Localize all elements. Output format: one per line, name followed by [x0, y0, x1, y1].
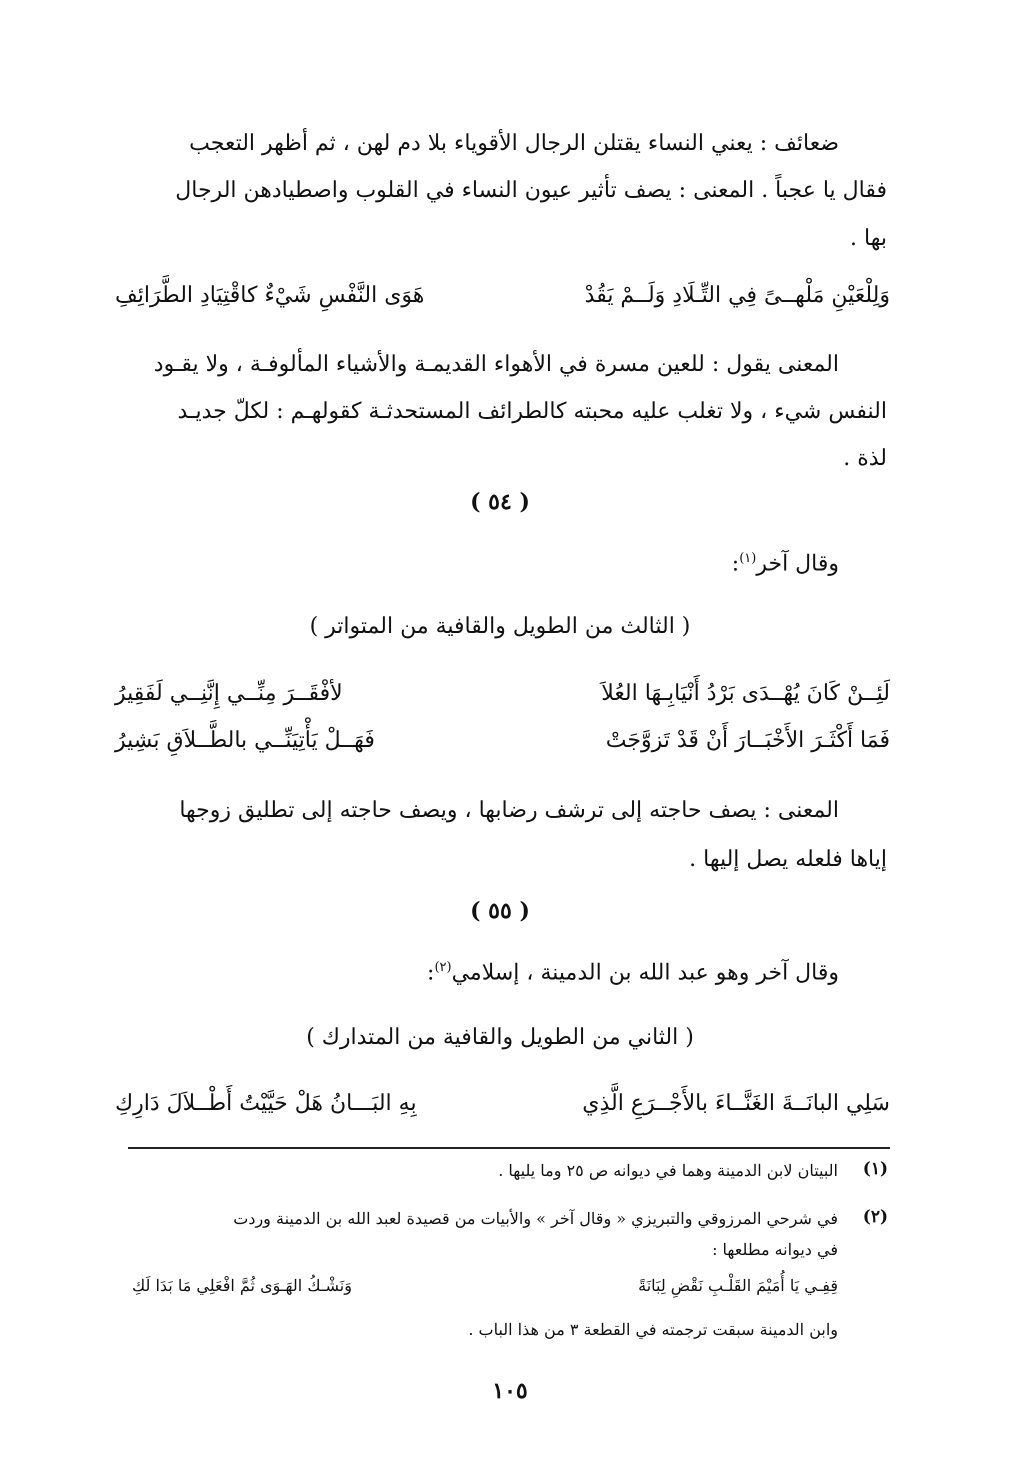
verse-second-hemistich: وَنَشْـكُ الهَـوَى ثُمَّ افْعَلِي مَا بَدَا لَكِ: [132, 1276, 352, 1295]
poem-verse: [115, 283, 890, 323]
intro-colon: :: [427, 960, 435, 986]
verse-second-hemistich: فَهَــلْ يَأْتِيَنِّــي بالطَّــلاَقِ بَشِيرُ: [115, 728, 375, 753]
meter-heading: ( الثالث من الطويل والقافية من المتواتر ): [309, 614, 691, 639]
verse-first-hemistich: لَئِــنْ كَانَ يُهْــدَى بَرْدُ أَنْيَابِـهَا العُلاَ: [601, 681, 890, 706]
intro-text: وقال آخر وهو عبد الله بن الدمينة ، إسلامي: [451, 960, 839, 986]
meaning-line: المعنى يقول : للعين مسرة في الأهواء القديمـة والأشياء المألوفـة ، ولا يقـود: [153, 352, 839, 377]
verse-first-hemistich: سَلِي البانَــةَ الغَنَّــاءَ بالأَجْــرَعِ الَّذِي: [582, 1091, 890, 1116]
footnote-text: وابن الدمينة سبقت ترجمته في القطعة ٣ من هذا الباب .: [468, 1320, 838, 1339]
verse-second-hemistich: هَوَى النَّفْسِ شَيْءٌ كاقْتِيَادِ الطَّرَائِفِ: [115, 283, 425, 308]
footnote-text: في ديوانه مطلعها :: [712, 1240, 838, 1259]
meaning-line: النفس شيء ، ولا تغلب عليه محبته كالطرائف المستحدثـة كقولهـم : لكلّ جديـد: [177, 399, 887, 424]
verse-second-hemistich: لأفْقَــرَ مِنِّــي إِنَّنِــي لَفَقِيرُ: [115, 681, 343, 706]
poem-verse: [115, 728, 890, 768]
entry-number: ( ٥٤ ): [470, 489, 530, 515]
footnote-text: في شرحي المرزوقي والتبريزي « وقال آخر » والأبيات من قصيدة لعبد الله بن الدمينة وردت: [233, 1209, 838, 1228]
poem-verse: [115, 1091, 890, 1131]
verse-first-hemistich: وَلِلْعَيْنِ مَلْهــىً فِي التِّـلَادِ وَلَــمْ يَقُدْ: [584, 283, 890, 308]
meaning-line: المعنى : يصف حاجته إلى ترشف رضابها ، ويصف حاجته إلى تطليق زوجها: [179, 798, 839, 823]
intro-colon: :: [731, 551, 740, 577]
meaning-line: لذة .: [843, 446, 887, 471]
footnote-ref: (١): [739, 551, 757, 566]
text-line: فقال يا عجباً . المعنى : يصف تأثير عيون النساء في القلوب واصطيادهن الرجال: [175, 178, 887, 203]
entry-intro: [127, 960, 887, 985]
verse-second-hemistich: بِهِ البَـــانُ هَلْ حَيَّيْتُ أَطْــلاَلَ دَارِكِ: [115, 1091, 417, 1116]
meaning-line: إياها فلعله يصل إليها .: [689, 847, 887, 872]
footnote-verse: [132, 1276, 838, 1304]
meter-heading: ( الثاني من الطويل والقافية من المتدارك ): [306, 1025, 694, 1050]
footnote-text: البيتان لابن الدمينة وهما في ديوانه ص ٢٥ وما يليها .: [498, 1161, 838, 1180]
footnote-number: (١): [862, 1159, 888, 1179]
entry-number: ( ٥٥ ): [470, 898, 530, 924]
page-number: ١٠٥: [492, 1378, 528, 1404]
footnote-ref: (٢): [434, 960, 452, 975]
footnote-number: (٢): [862, 1207, 888, 1227]
verse-first-hemistich: فَمَا أَكْثَـرَ الأَخْبَــارَ أَنْ قَدْ تَزوَّجَتْ: [605, 728, 890, 753]
verse-first-hemistich: قِفِـي يَا أُمَيْمَ القَلْـبِ نَقْضِ لِبَانَةً: [638, 1276, 838, 1295]
text-line: ضعائف : يعني النساء يقتلن الرجال الأقوياء بلا دم لهن ، ثم أظهر التعجب: [189, 131, 839, 156]
entry-intro: [127, 551, 887, 576]
text-line: بها .: [850, 226, 887, 251]
poem-verse: [115, 681, 890, 721]
footnote-separator: [128, 1147, 890, 1149]
intro-text: وقال آخر: [756, 551, 839, 577]
